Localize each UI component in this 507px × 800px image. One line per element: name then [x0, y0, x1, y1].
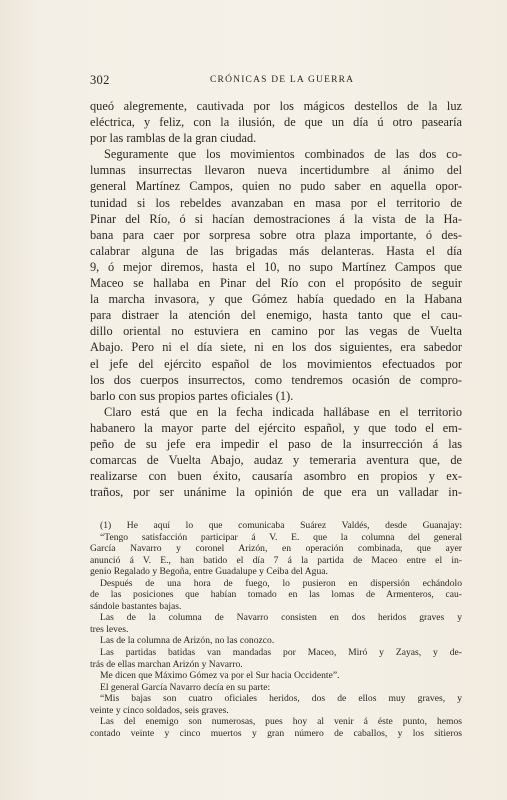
body-line: tunidad si los rebeldes avanzaban en masa por el territorio de [90, 195, 462, 210]
footnote-line: García Navarro y coronel Arizón, en operación combinada, que ayer [90, 543, 462, 555]
footnote-line: Las de la columna de Navarro consisten en dos heridos graves y [100, 612, 462, 624]
body-line: traños, por ser unánime la opinión de que era un valladar in- [90, 485, 462, 500]
body-line: por las ramblas de la gran ciudad. [90, 131, 257, 146]
body-line: eléctrica, y feliz, con la ilusión, de que un día ú otro pasearía [90, 115, 462, 130]
body-line: Seguramente que los movimientos combinados de las dos co- [104, 147, 462, 162]
footnote-line: Las de la columna de Arizón, no las conozco. [100, 635, 275, 647]
footnote-line: (1) He aquí lo que comunicaba Suárez Valdés, desde Guanajay: [100, 520, 462, 531]
running-title: CRÓNICAS DE LA GUERRA [210, 75, 355, 85]
footnote-line: veinte y cinco soldados, seis graves. [90, 704, 229, 716]
body-line: Pinar del Río, ó si hacían demostraciones á la vista de la Ha- [90, 211, 462, 226]
footnote-line: “Tengo satisfacción participar á V. E. que la columna del general [100, 531, 462, 543]
footnote-line: tres leves. [90, 623, 129, 635]
body-line: para distraer la atención del enemigo, hasta tanto que el cau- [90, 308, 462, 323]
body-line: realizarse con buen éxito, causaría asombro en propios y ex- [90, 469, 462, 484]
footnote-line: anunció á V. E., han batido el día 7 á la partida de Maceo entre el in- [90, 554, 462, 566]
footnote-line: trás de ellas marchan Arizón y Navarro. [90, 658, 243, 670]
body-line: queó alegremente, cautivada por los mágicos destellos de la luz [90, 99, 462, 113]
body-paragraphs [90, 98, 462, 500]
body-line: general Martínez Campos, quien no pudo saber en aquella opor- [90, 179, 462, 194]
body-line: Maceo se hallaba en Pinar del Río con el propósito de seguir [90, 276, 462, 291]
footnote-line: Las del enemigo son numerosas, pues hoy al venir á éste punto, hemos [100, 716, 462, 728]
page-header [90, 73, 462, 87]
main-text [90, 98, 462, 500]
footnote-line: Me dicen que Máximo Gómez va por el Sur hacia Occidente”. [100, 670, 340, 682]
body-line: bana para caer por sorpresa sobre otra plaza importante, ó des- [90, 227, 462, 242]
body-line: Claro está que en la fecha indicada hallábase en el territorio [104, 404, 462, 419]
body-line: comarcas de Vuelta Abajo, audaz y temeraria aventura que, de [90, 453, 462, 468]
body-line: barlo con sus propios partes oficiales (1). [90, 388, 294, 403]
body-line: calabrar alguna de las brigadas más delanteras. Hasta el día [90, 243, 462, 258]
footnote-line: Las partidas batidas van mandadas por Maceo, Miró y Zayas, y de- [100, 647, 462, 659]
body-line: lumnas insurrectas llevaron nueva incertidumbre al ánimo del [90, 163, 462, 178]
body-line: habanero la mayor parte del ejército español, y que todo el em- [90, 420, 462, 435]
footnote-line: Después de una hora de fuego, lo pusieron en dispersión echándolo [100, 577, 462, 589]
footnote-line: “Mis bajas son cuatro oficiales heridos, dos de ellos muy graves, y [100, 693, 462, 705]
footnote-line: El general García Navarro decía en su parte: [100, 681, 271, 693]
footnote-line: sándole bastantes bajas. [90, 600, 182, 612]
footnote-line: genio Regalado y Begoña, entre Guadalupe y Ceiba del Agua. [90, 566, 328, 578]
page-number: 302 [90, 73, 110, 87]
body-line: peño de su jefe era impedir el paso de la insurrección á las [90, 436, 462, 451]
body-line: la marcha invasora, y que Gómez había quedado en la Habana [90, 292, 462, 307]
footnotes [90, 520, 462, 739]
body-line: el jefe del ejército español de los movimientos efectuados por [90, 356, 462, 371]
footnote-line: contado veinte y cinco muertos y gran número de caballos, y los sitieros [90, 727, 462, 739]
body-line: Abajo. Pero ni el día siete, ni en los dos siguientes, era sabedor [90, 340, 462, 355]
body-line: 9, ó mejor diremos, hasta el 10, no supo Martínez Campos que [90, 259, 462, 274]
footnote-line: de las posiciones que habían tomado en las lomas de Armenteros, cau- [90, 589, 462, 601]
body-line: los dos cuerpos insurrectos, como tendremos ocasión de compro- [90, 372, 462, 387]
body-line: dillo oriental no estuviera en camino por las vegas de Vuelta [90, 324, 462, 339]
